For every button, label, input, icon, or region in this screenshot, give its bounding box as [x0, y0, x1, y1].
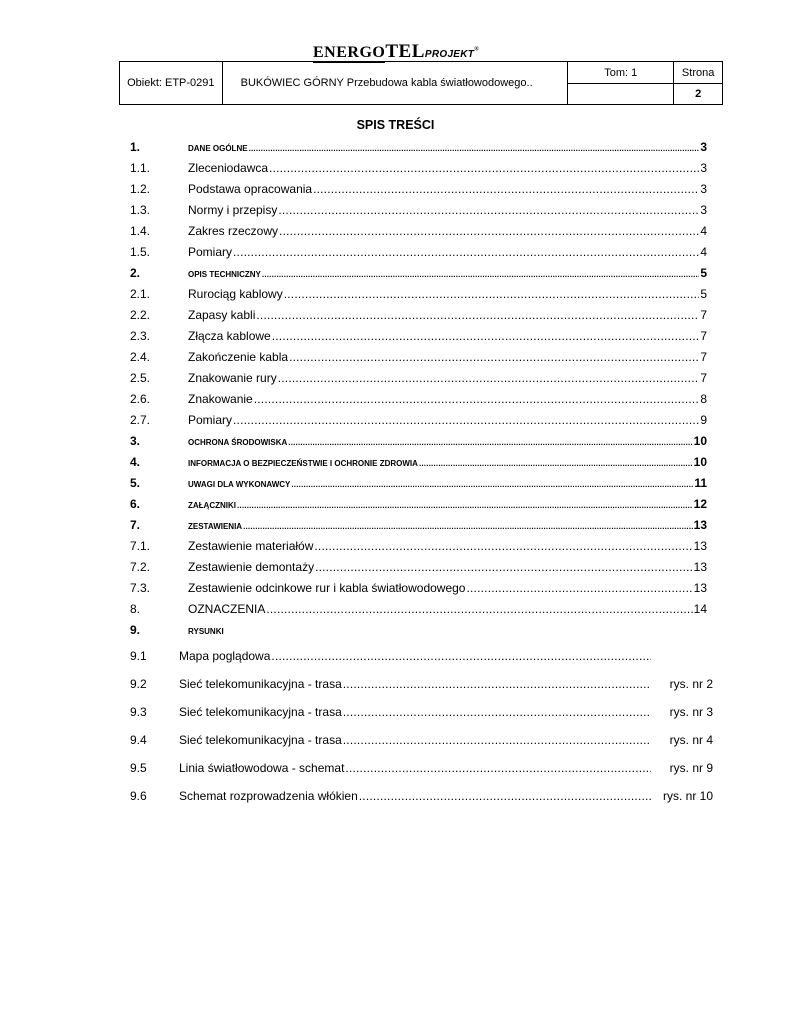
toc-entry-number: 1.2. [130, 182, 151, 196]
drawing-leader-dots [271, 649, 651, 663]
toc-leader-dots [278, 203, 699, 217]
toc-entry-number: 2. [130, 266, 141, 280]
logo-tel: TEL [385, 41, 425, 62]
toc-leader-dots [233, 245, 699, 259]
toc-leader-dots [249, 144, 700, 153]
page-title: SPIS TREŚCI [356, 118, 435, 132]
toc-entry-number: 3. [130, 434, 141, 448]
drawing-entry[interactable] [130, 677, 713, 693]
toc-entry-page: 5 [700, 287, 707, 301]
toc-entry-page: 4 [700, 245, 707, 259]
toc-entry-label: DANE OGÓLNE [188, 144, 248, 153]
header-description: BUKÓWIEC GÓRNY Przebudowa kabla światłowodowego.. [222, 62, 568, 105]
toc-entry-page: 14 [693, 602, 707, 616]
toc-entry-page: 3 [700, 161, 707, 175]
drawing-entry-number: 9.3 [130, 705, 147, 719]
toc-entry[interactable] [130, 182, 707, 198]
toc-entry-label: UWAGI DLA WYKONAWCY [188, 480, 291, 489]
toc-entry-number: 5. [130, 476, 141, 490]
toc-entry[interactable] [130, 539, 707, 555]
toc-leader-dots [233, 413, 699, 427]
toc-entry-label: Rurociąg kablowy [188, 287, 283, 301]
toc-entry[interactable] [130, 623, 707, 639]
drawing-leader-dots [343, 677, 651, 691]
drawing-entry-reference: rys. nr 9 [669, 761, 713, 775]
toc-entry[interactable] [130, 161, 707, 177]
toc-entry-number: 2.5. [130, 371, 151, 385]
drawing-entry[interactable] [130, 789, 713, 805]
toc-entry-number: 6. [130, 497, 141, 511]
toc-leader-dots [262, 270, 699, 279]
toc-entry[interactable] [130, 518, 707, 534]
header-strona-label: Strona [674, 62, 723, 84]
toc-entry-number: 1.4. [130, 224, 151, 238]
toc-entry-page: 8 [700, 392, 707, 406]
toc-leader-dots [419, 459, 693, 468]
drawing-leader-dots [343, 733, 651, 747]
drawing-entry[interactable] [130, 733, 713, 749]
toc-entry[interactable] [130, 455, 707, 471]
toc-entry-number: 1.3. [130, 203, 151, 217]
toc-leader-dots [237, 501, 693, 510]
toc-entry-number: 1.1. [130, 161, 151, 175]
toc-leader-dots [315, 560, 693, 574]
toc-entry-page: 7 [700, 329, 707, 343]
toc-entry[interactable] [130, 245, 707, 261]
toc-entry-label: Zestawienie demontaży [188, 560, 315, 574]
toc-entry[interactable] [130, 371, 707, 387]
toc-entry-number: 1.5. [130, 245, 151, 259]
toc-entry[interactable] [130, 476, 707, 492]
toc-leader-dots [288, 438, 692, 447]
drawing-entry-reference: rys. nr 3 [669, 705, 713, 719]
logo-energo: ENERGO [313, 44, 386, 61]
drawing-entry-reference: rys. nr 10 [662, 789, 713, 803]
toc-entry-number: 4. [130, 455, 141, 469]
toc-entry-label: OCHRONA ŚRODOWISKA [188, 438, 288, 447]
toc-entry-number: 1. [130, 140, 141, 154]
header-obiekt: Obiekt: ETP-0291 [120, 62, 223, 105]
toc-entry-page: 13 [693, 581, 707, 595]
toc-entry[interactable] [130, 602, 707, 618]
toc-leader-dots [466, 581, 692, 595]
toc-entry-page: 3 [700, 182, 707, 196]
toc-entry-label: Zestawienie odcinkowe rur i kabla światłowodowego [188, 581, 466, 595]
drawing-entry[interactable] [130, 705, 713, 721]
toc-entry-label: Podstawa opracowania [188, 182, 313, 196]
toc-entry-label: Zestawienie materiałów [188, 539, 314, 553]
toc-entry-page: 3 [700, 140, 707, 154]
toc-entry[interactable] [130, 266, 707, 282]
toc-entry-page: 13 [693, 560, 707, 574]
toc-entry-label: Zakres rzeczowy [188, 224, 279, 238]
drawing-entry-reference: rys. nr 4 [669, 733, 713, 747]
toc-entry-page: 5 [700, 266, 707, 280]
drawing-entry-label: Sieć telekomunikacyjna - trasa [179, 677, 342, 691]
toc-leader-dots [289, 350, 699, 364]
toc-leader-dots [254, 392, 700, 406]
drawing-entry-reference: rys. nr 2 [669, 677, 713, 691]
toc-entry-number: 2.7. [130, 413, 151, 427]
toc-entry[interactable] [130, 497, 707, 513]
toc-entry-label: Zleceniodawca [188, 161, 269, 175]
toc-entry-page: 11 [694, 476, 707, 490]
toc-entry[interactable] [130, 434, 707, 450]
toc-entry-label: Zapasy kabli [188, 308, 256, 322]
drawing-entry-label: Mapa poglądowa [179, 649, 271, 663]
toc-entry-label: Zakończenie kabla [188, 350, 289, 364]
toc-entry-label: RYSUNKI [188, 627, 224, 636]
header-page-number: 2 [674, 84, 723, 105]
drawing-entry[interactable] [130, 649, 713, 665]
logo-projekt: PROJEKT [424, 49, 475, 60]
toc-entry-label: ZESTAWIENIA [188, 522, 243, 531]
toc-entry[interactable] [130, 308, 707, 324]
toc-leader-dots [269, 161, 699, 175]
toc-entry-number: 7. [130, 518, 141, 532]
toc-leader-dots [314, 539, 692, 553]
toc-entry-number: 7.3. [130, 581, 151, 595]
toc-leader-dots [279, 224, 699, 238]
toc-entry-number: 2.6. [130, 392, 151, 406]
toc-leader-dots [256, 308, 699, 322]
toc-entry-number: 8. [130, 602, 141, 616]
toc-entry[interactable] [130, 224, 707, 240]
header-tom-empty [568, 84, 674, 105]
drawing-entry[interactable] [130, 761, 713, 777]
toc-entry[interactable] [130, 203, 707, 219]
toc-entry[interactable] [130, 413, 707, 429]
toc-entry-page: 10 [693, 455, 707, 469]
toc-entry-number: 2.3. [130, 329, 151, 343]
drawing-entry-label: Sieć telekomunikacyjna - trasa [179, 705, 342, 719]
drawing-entry-number: 9.5 [130, 761, 147, 775]
toc-entry-page: 10 [693, 434, 707, 448]
toc-entry-number: 2.1. [130, 287, 151, 301]
toc-entry-page: 7 [700, 371, 707, 385]
toc-entry-label: OPIS TECHNICZNY [188, 270, 261, 279]
toc-entry-page: 7 [700, 308, 707, 322]
toc-entry-label: OZNACZENIA [188, 602, 266, 616]
toc-leader-dots [291, 480, 693, 489]
toc-leader-dots [278, 371, 700, 385]
toc-entry-number: 7.1. [130, 539, 151, 553]
drawing-entry-number: 9.6 [130, 789, 147, 803]
toc-entry-number: 2.4. [130, 350, 151, 364]
toc-leader-dots [313, 182, 699, 196]
toc-entry[interactable] [130, 329, 707, 345]
drawing-leader-dots [345, 761, 651, 775]
toc-entry[interactable] [130, 140, 707, 156]
toc-entry-label: Znakowanie [188, 392, 253, 406]
company-logo [313, 42, 479, 62]
toc-entry-page: 9 [700, 413, 707, 427]
toc-entry-page: 13 [693, 518, 707, 532]
toc-entry-number: 7.2. [130, 560, 151, 574]
toc-leader-dots [284, 287, 700, 301]
drawing-entry-number: 9.4 [130, 733, 147, 747]
header-tom: Tom: 1 [568, 62, 674, 84]
toc-entry-label: Normy i przepisy [188, 203, 278, 217]
toc-entry-label: Złącza kablowe [188, 329, 271, 343]
document-header-table [119, 61, 723, 105]
drawing-entry-label: Sieć telekomunikacyjna - trasa [179, 733, 342, 747]
toc-leader-dots [266, 602, 692, 616]
drawing-entry-label: Schemat rozprowadzenia włókien [179, 789, 358, 803]
toc-entry[interactable] [130, 581, 707, 597]
toc-entry[interactable] [130, 287, 707, 303]
drawing-entry-number: 9.1 [130, 649, 147, 663]
toc-entry-page: 7 [700, 350, 707, 364]
drawing-entry-label: Linia światłowodowa - schemat [179, 761, 345, 775]
toc-entry-label: Znakowanie rury [188, 371, 277, 385]
toc-entry[interactable] [130, 350, 707, 366]
toc-entry-label: INFORMACJA O BEZPIECZEŃSTWIE I OCHRONIE ZDROWIA [188, 459, 418, 468]
toc-entry-label: ZAŁĄCZNIKI [188, 501, 236, 510]
toc-entry-page: 12 [693, 497, 707, 511]
toc-entry[interactable] [130, 560, 707, 576]
logo-registered-mark: ® [474, 46, 479, 53]
toc-entry-page: 13 [693, 539, 707, 553]
toc-leader-dots [243, 522, 693, 531]
drawing-entry-number: 9.2 [130, 677, 147, 691]
toc-entry[interactable] [130, 392, 707, 408]
drawing-leader-dots [343, 705, 651, 719]
toc-entry-number: 2.2. [130, 308, 151, 322]
toc-entry-label: Pomiary [188, 245, 233, 259]
toc-entry-page: 3 [700, 203, 707, 217]
toc-entry-label: Pomiary [188, 413, 233, 427]
toc-entry-number: 9. [130, 623, 141, 637]
drawing-leader-dots [359, 789, 651, 803]
toc-leader-dots [272, 329, 700, 343]
toc-entry-page: 4 [700, 224, 707, 238]
